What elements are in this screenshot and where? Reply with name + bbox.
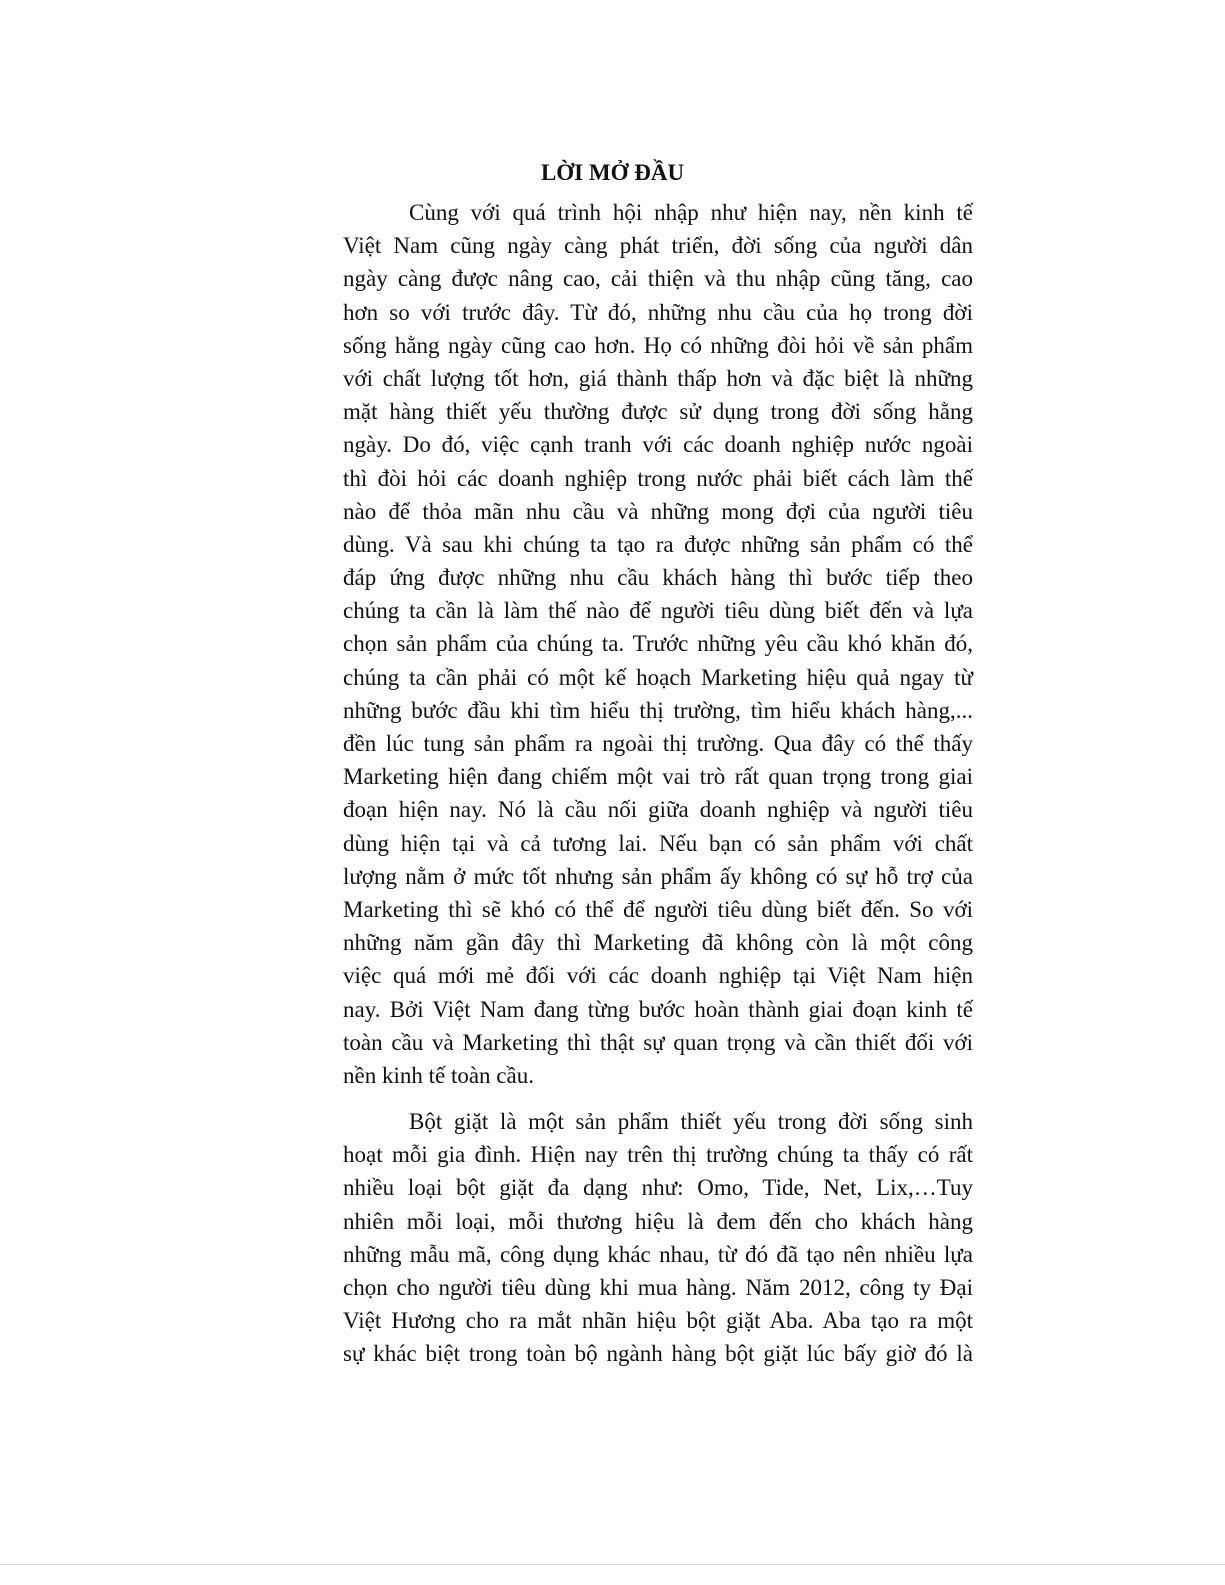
text-line: hoạt mỗi gia đình. Hiện nay trên thị trường chúng ta thấy có rất	[343, 1142, 973, 1168]
text-line: nhiều loại bột giặt đa dạng như: Omo, Tide, Net, Lix,…Tuy	[343, 1175, 973, 1201]
text-line: mặt hàng thiết yếu thường được sử dụng trong đời sống hằng	[343, 399, 973, 425]
text-line: nền kinh tế toàn cầu.	[343, 1062, 534, 1088]
text-line: việc quá mới mẻ đối với các doanh nghiệp tại Việt Nam hiện	[343, 963, 973, 989]
text-line: Bột giặt là một sản phẩm thiết yếu trong đời sống sinh	[409, 1109, 973, 1134]
text-line: những bước đầu khi tìm hiểu thị trường, tìm hiểu khách hàng,...	[343, 697, 973, 723]
text-line: đền lúc tung sản phẩm ra ngoài thị trường. Qua đây có thể thấy	[343, 731, 973, 756]
text-line: những mẫu mã, công dụng khác nhau, từ đó đã tạo nên nhiều lựa	[343, 1241, 973, 1267]
page-bottom-divider	[0, 1564, 1225, 1565]
text-line: đáp ứng được những nhu cầu khách hàng thì bước tiếp theo	[343, 565, 973, 591]
text-line: nhiên mỗi loại, mỗi thương hiệu là đem đến cho khách hàng	[343, 1208, 973, 1234]
text-line: ngày. Do đó, việc cạnh tranh với các doanh nghiệp nước ngoài	[343, 432, 973, 458]
text-line: chọn cho người tiêu dùng khi mua hàng. Năm 2012, công ty Đại	[343, 1274, 973, 1300]
text-line: lượng nằm ở mức tốt nhưng sản phẩm ấy không có sự hỗ trợ của	[343, 863, 973, 889]
text-line: sự khác biệt trong toàn bộ ngành hàng bột giặt lúc bấy giờ đó là	[343, 1341, 973, 1367]
text-line: ngày càng được nâng cao, cải thiện và thu nhập cũng tăng, cao	[343, 266, 973, 292]
text-line: chúng ta cần là làm thế nào để người tiêu dùng biết đến và lựa	[343, 598, 973, 624]
text-line: với chất lượng tốt hơn, giá thành thấp hơn và đặc biệt là những	[343, 365, 973, 391]
text-line: hơn so với trước đây. Từ đó, những nhu cầu của họ trong đời	[343, 299, 973, 325]
text-line: chúng ta cần phải có một kế hoạch Marketing hiệu quả ngay từ	[343, 664, 973, 690]
text-line: nào để thỏa mãn nhu cầu và những mong đợi của người tiêu	[343, 498, 973, 524]
text-line: dùng hiện tại và cả tương lai. Nếu bạn có sản phẩm với chất	[343, 830, 973, 856]
text-line: Marketing hiện đang chiếm một vai trò rất quan trọng trong giai	[343, 764, 973, 790]
text-line: thì đòi hỏi các doanh nghiệp trong nước phải biết cách làm thế	[343, 465, 973, 491]
text-line: chọn sản phẩm của chúng ta. Trước những yêu cầu khó khăn đó,	[343, 631, 973, 657]
text-line: Cùng với quá trình hội nhập như hiện nay, nền kinh tế	[409, 200, 973, 225]
text-line: những năm gần đây thì Marketing đã không còn là một công	[343, 930, 973, 956]
text-line: Việt Nam cũng ngày càng phát triển, đời sống của người dân	[343, 233, 973, 259]
text-line: dùng. Và sau khi chúng ta tạo ra được những sản phẩm có thể	[343, 531, 973, 557]
page-title: LỜI MỞ ĐẦU	[540, 160, 685, 185]
text-line: Việt Hương cho ra mắt nhãn hiệu bột giặt Aba. Aba tạo ra một	[343, 1308, 973, 1334]
text-line: toàn cầu và Marketing thì thật sự quan trọng và cần thiết đối với	[343, 1029, 973, 1055]
text-line: nay. Bởi Việt Nam đang từng bước hoàn thành giai đoạn kinh tế	[343, 996, 973, 1022]
intro-paragraph-1	[343, 196, 973, 1092]
intro-paragraph-2	[343, 1105, 973, 1371]
text-line: sống hằng ngày cũng cao hơn. Họ có những đòi hỏi về sản phẩm	[343, 332, 973, 358]
text-line: đoạn hiện nay. Nó là cầu nối giữa doanh nghiệp và người tiêu	[343, 797, 973, 823]
text-line: Marketing thì sẽ khó có thể để người tiêu dùng biết đến. So với	[343, 896, 973, 922]
